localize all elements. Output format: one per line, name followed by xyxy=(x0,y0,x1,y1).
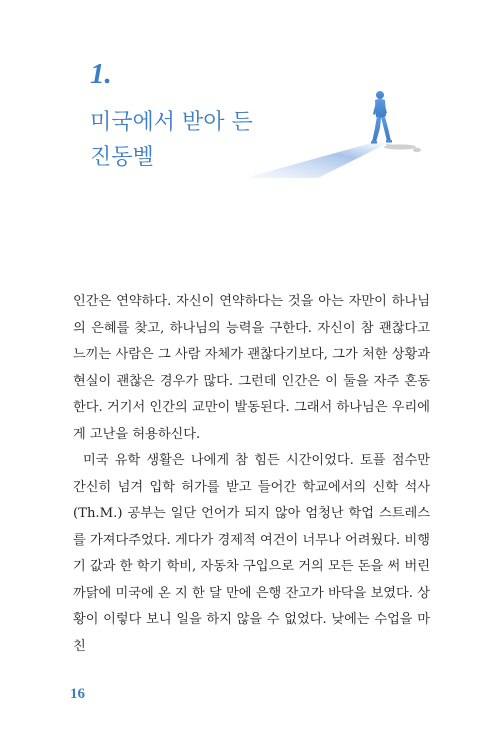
chapter-illustration xyxy=(90,80,430,185)
chapter-number: 1. xyxy=(90,58,112,90)
page-number: 16 xyxy=(70,686,85,702)
paragraph: 인간은 연약하다. 자신이 연약하다는 것을 아는 자만이 하나님의 은혜를 찾고, 하나님의 능력을 구한다. 자신이 참 괜찮다고 느끼는 사람은 그 사람 자체가 괜찮다기보다, 그가 처한 상황과 현실이 괜찮은 경우가 많다. 그런데 인간은 이 둘을 자주 혼동한다. 거기서 인간의 교만이 발동된다. 그래서 하나님은 우리에게 고난을 허용하신다. xyxy=(73,294,430,442)
chapter-title-line-1: 미국에서 받아 든 xyxy=(90,110,253,135)
body-text xyxy=(73,289,430,660)
paragraph: 미국 유학 생활은 나에게 참 힘든 시간이었다. 토플 점수만 간신히 넘겨 입학 허가를 받고 들어간 학교에서의 신학 석사 (Th.M.) 공부는 일단 언어가 되지 않아 엄청난 학업 스트레스를 가져다주었다. 게다가 경제적 여건이 너무나 어려웠다. 비행기 값과 한 학기 학비, 자동차 구입으로 거의 모든 돈을 써 버린 까닭에 미국에 온 지 한 달 만에 은행 잔고가 바닥을 보였다. 상황이 이렇다 보니 일을 하지 않을 수 없었다. 낮에는 수업을 마친 xyxy=(73,453,430,654)
light-path xyxy=(245,142,390,178)
walking-man-silhouette-icon xyxy=(371,91,392,144)
chapter-title-line-2: 진동벨 xyxy=(90,145,154,170)
walking-man-shadow-icon xyxy=(384,144,421,152)
